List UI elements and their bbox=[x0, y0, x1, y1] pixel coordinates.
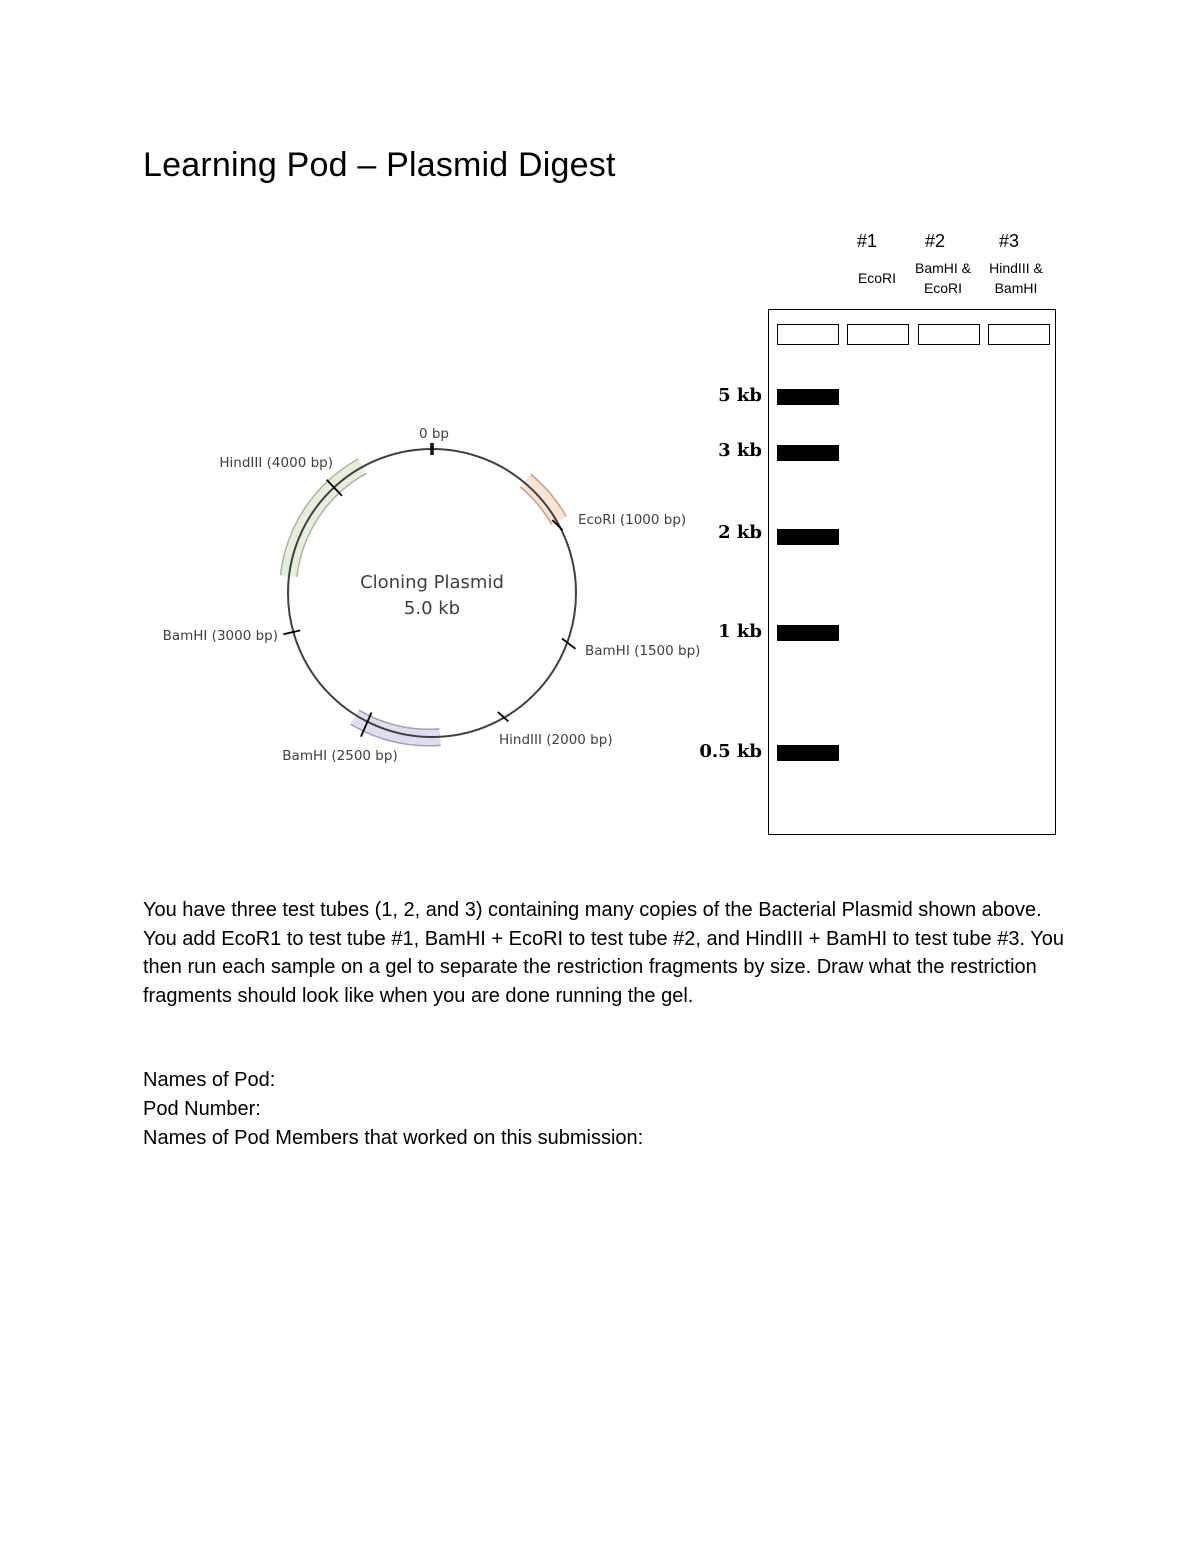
lane-3-enzyme-line1: HindIII & bbox=[989, 260, 1043, 276]
ladder-band-1kb bbox=[777, 625, 839, 641]
ladder-well bbox=[777, 324, 839, 345]
ladder-band-0-5kb bbox=[777, 745, 839, 761]
ladder-label-0-5kb: 0.5 kb bbox=[699, 741, 762, 762]
names-of-pod-label: Names of Pod: bbox=[143, 1069, 276, 1091]
pod-number-label: Pod Number: bbox=[143, 1098, 261, 1120]
site-label-bamhi-1500: BamHI (1500 bp) bbox=[585, 643, 701, 659]
lane-3-number: #3 bbox=[998, 231, 1020, 251]
lane-1-enzyme-line1: EcoRI bbox=[857, 270, 897, 286]
ladder-band-2kb bbox=[777, 529, 839, 545]
lane-1-well bbox=[847, 324, 909, 345]
tick-bamhi-3000 bbox=[283, 630, 300, 634]
lane-2-number: #2 bbox=[924, 231, 946, 251]
ladder-band-5kb bbox=[777, 389, 839, 405]
ladder-label-3kb: 3 kb bbox=[718, 440, 762, 461]
lane-3-enzyme bbox=[979, 258, 1053, 298]
lane-2-enzyme-line2: EcoRI bbox=[923, 280, 963, 296]
ladder-label-2kb: 2 kb bbox=[718, 522, 762, 543]
site-label-bamhi-3000: BamHI (3000 bp) bbox=[162, 628, 278, 644]
prompt-paragraph: You have three test tubes (1, 2, and 3) containing many copies of the Bacterial Plasmid shown above. You add EcoR1 to test tube #1, BamHI + EcoRI to test tube #2, and HindIII + BamHI to test tube #3. You then run each sample on a gel to separate the restriction fragments by size. Draw what the restriction fragments should look like when you are done running the gel. bbox=[143, 899, 1064, 1007]
pod-members-label: Names of Pod Members that worked on this submission: bbox=[143, 1127, 644, 1149]
plasmid-name: Cloning Plasmid bbox=[360, 572, 504, 593]
lane-3-enzyme-line2: BamHI bbox=[994, 280, 1038, 296]
origin-label: 0 bp bbox=[418, 426, 450, 442]
plasmid-size: 5.0 kb bbox=[403, 598, 461, 619]
lane-2-well bbox=[918, 324, 980, 345]
lane-2-enzyme bbox=[906, 258, 980, 298]
site-label-hindiii-4000: HindIII (4000 bp) bbox=[219, 455, 333, 471]
site-label-bamhi-2500: BamHI (2500 bp) bbox=[282, 748, 398, 764]
ladder-band-3kb bbox=[777, 445, 839, 461]
site-label-hindiii-2000: HindIII (2000 bp) bbox=[499, 732, 613, 748]
site-label-ecori-1000: EcoRI (1000 bp) bbox=[578, 512, 687, 528]
gel-box[interactable] bbox=[768, 309, 1056, 835]
page-title: Learning Pod – Plasmid Digest bbox=[143, 146, 616, 184]
lane-1-number: #1 bbox=[856, 231, 878, 251]
lane-1-enzyme bbox=[840, 268, 914, 288]
lane-3-well bbox=[988, 324, 1050, 345]
ladder-label-5kb: 5 kb bbox=[718, 385, 762, 406]
lane-2-enzyme-line1: BamHI & bbox=[914, 260, 971, 276]
plasmid-map bbox=[150, 415, 710, 775]
ladder-label-1kb: 1 kb bbox=[718, 621, 762, 642]
